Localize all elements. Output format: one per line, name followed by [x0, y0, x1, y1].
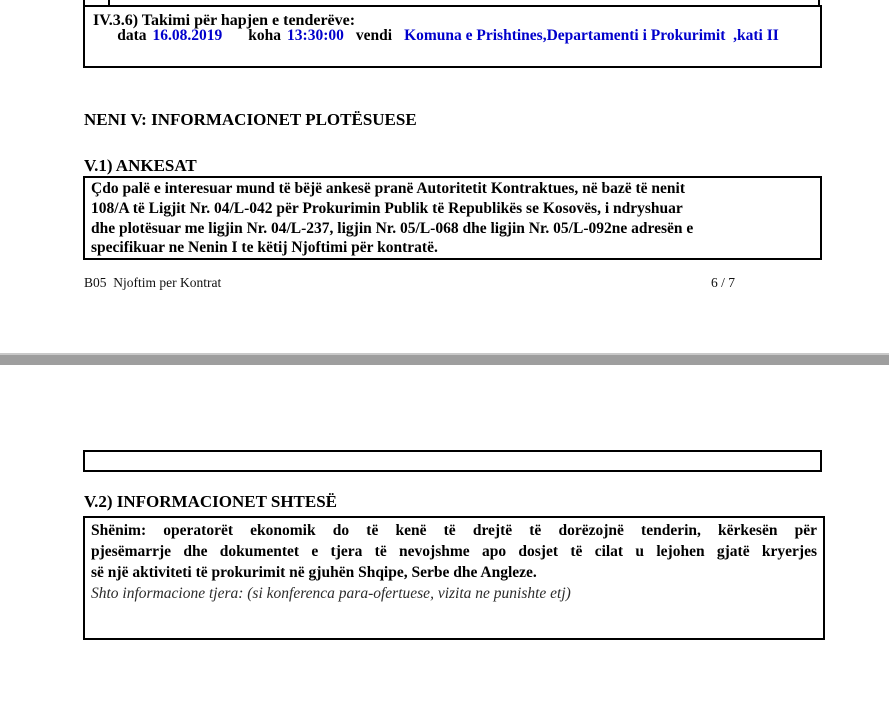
date-label: data: [117, 27, 147, 44]
date-value: 16.08.2019: [152, 27, 223, 44]
page-separator: [0, 353, 889, 365]
v1-text-line: 108/A të Ligjit Nr. 04/L-042 për Prokurimin Publik të Republikës se Kosovës, i ndryshuar: [91, 199, 683, 217]
venue-value: Komuna e Prishtines,Departamenti i Prokurimit ,kati II: [404, 27, 779, 44]
footer-page-number: 6 / 7: [711, 275, 736, 290]
v2-text-line: Shënim: operatorët ekonomik do të kenë të drejtë të dorëzojnë tenderin, kërkesën për: [91, 522, 817, 539]
time-label: koha: [248, 27, 282, 44]
v1-text-line: specifikuar ne Nenin I te këtij Njoftimi për kontratë.: [91, 239, 438, 257]
v1-complaints-box: [83, 176, 822, 260]
v1-text-line: Çdo palë e interesuar mund të bëjë ankesë pranë Autoritetit Kontraktues, në bazë të nenit: [91, 180, 685, 197]
time-value: 13:30:00: [287, 27, 344, 44]
empty-form-box: [83, 450, 822, 472]
neni-v-heading: NENI V: INFORMACIONET PLOTËSUESE: [84, 110, 417, 129]
v1-text-line: dhe plotësuar me ligjin Nr. 04/L-237, ligjin Nr. 05/L-068 dhe ligjin Nr. 05/L-092ne adresën e: [91, 219, 694, 237]
tender-opening-title: IV.3.6) Takimi për hapjen e tenderëve:: [93, 12, 356, 29]
v2-text-line: së një aktiviteti të prokurimit në gjuhën Shqipe, Serbe dhe Angleze.: [91, 564, 537, 581]
v2-additional-info-box: [83, 516, 825, 640]
tender-opening-box: [83, 5, 822, 68]
v2-additional-note: Shto informacione tjera: (si konferenca para-ofertuese, vizita ne punishte etj): [91, 585, 571, 602]
footer-document-id: B05 Njoftim per Kontrat: [84, 275, 222, 290]
v1-ankesat-heading: V.1) ANKESAT: [84, 156, 197, 175]
v2-text-line: pjesëmarrje dhe dokumentet e tjera të nevojshme apo dosjet të cilat u lejohen gjatë kryerjes: [91, 543, 817, 560]
venue-label: vendi: [355, 27, 393, 44]
v2-shtese-heading: V.2) INFORMACIONET SHTESË: [84, 492, 338, 511]
tender-opening-details: [94, 9, 779, 63]
